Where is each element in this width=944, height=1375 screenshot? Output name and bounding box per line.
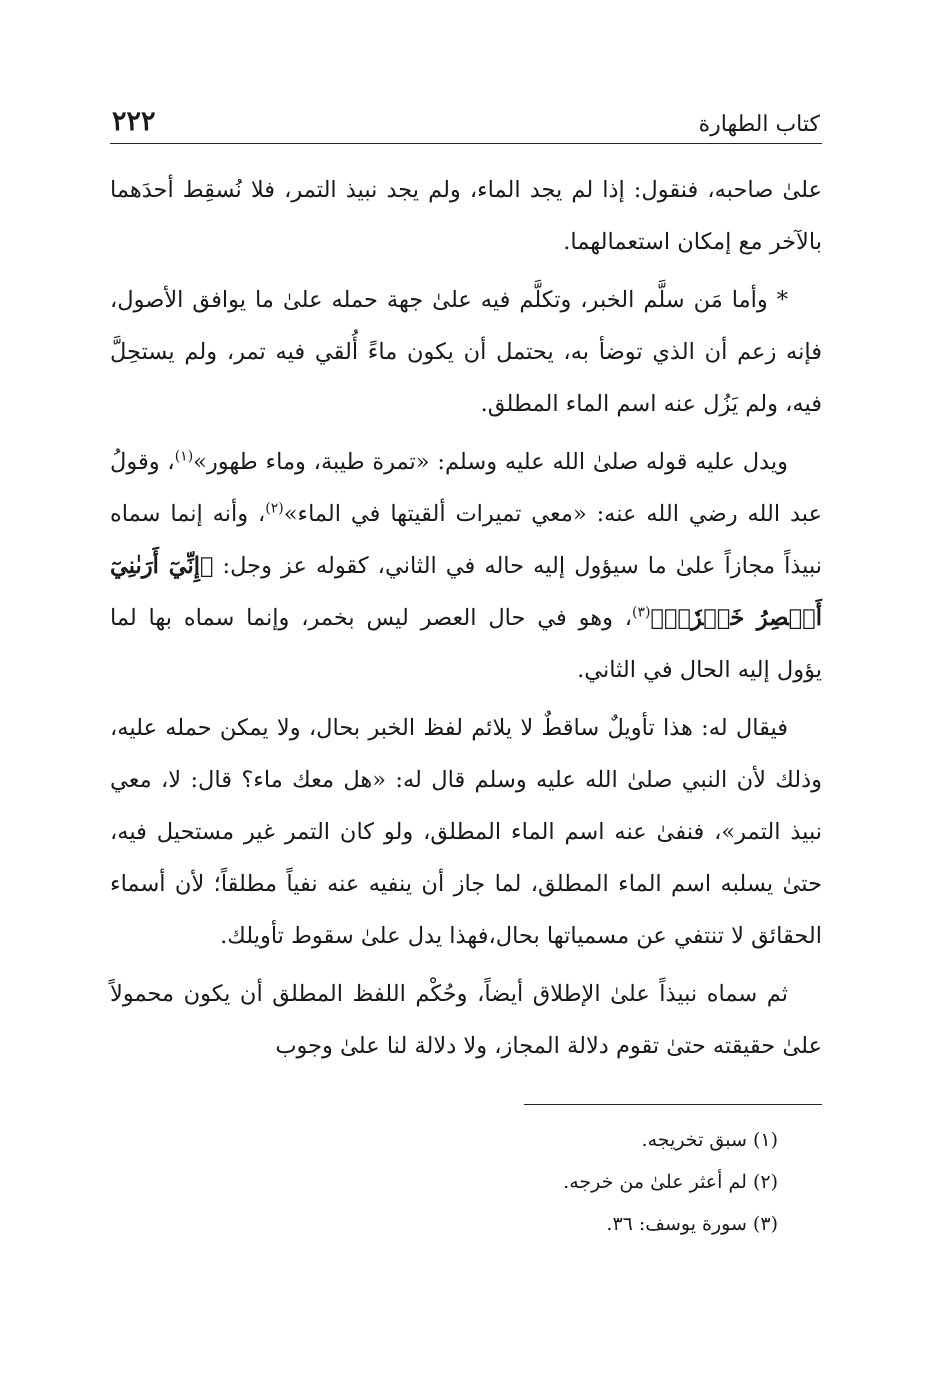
paragraph: ثم سماه نبيذاً علىٰ الإطلاق أيضاً، وحُكْم اللفظ المطلق أن يكون محمولاً علىٰ حقيقته حتىٰ تقوم دلالة المجاز، ولا دلالة لنا علىٰ وجوب xyxy=(110,981,822,1059)
book-page xyxy=(110,95,822,1245)
footnote: (٣) سورة يوسف: ٣٦. xyxy=(606,1213,778,1235)
footnote-ref: (٣) xyxy=(632,604,651,621)
paragraph: فيقال له: هذا تأويلٌ ساقطٌ لا يلائم لفظ الخبر بحال، ولا يمكن حمله عليه، وذلك لأن النبي صلىٰ الله عليه وسلم قال له: «هل معك ماء؟ قال: لا، معي نبيذ التمر»، فنفىٰ عنه اسم الماء المطلق، ولو كان التمر غير مستحيل فيه، حتىٰ يسلبه اسم الماء المطلق، لما جاز أن ينفيه عنه نفياً مطلقاً؛ لأن أسماء الحقائق لا تنتفي عن مسمياتها بحال،فهذا يدل علىٰ سقوط تأويلك. xyxy=(110,715,822,949)
footnote-divider xyxy=(524,1104,822,1105)
paragraph-text: ويدل عليه قوله صلىٰ الله عليه وسلم: «تمرة طيبة، وماء طهور» xyxy=(193,449,788,475)
footnote: (٢) لم أعثر علىٰ من خرجه. xyxy=(563,1171,778,1193)
footnote-ref: (٢) xyxy=(265,500,284,517)
page-header xyxy=(110,95,822,144)
quran-verse: ﴿إِنِّيٓ أَرَىٰنِيٓ أَعۡصِرُ خَمۡرٗاۖ﴾ xyxy=(110,553,822,631)
footnote-ref: (١) xyxy=(174,448,194,465)
main-text xyxy=(110,164,822,1072)
footnote: (١) سبق تخريجه. xyxy=(641,1129,778,1151)
paragraph-text: ، وهو في حال العصر ليس بخمر، وإنما سماه بها لما يؤول إليه الحال في الثاني. xyxy=(110,605,822,683)
paragraph-text: ، وقولُ عبد الله رضي الله عنه: «معي تميرات ألقيتها في الماء» xyxy=(110,449,822,527)
paragraph xyxy=(110,436,822,696)
paragraph-text: ، وأنه إنما سماه نبيذاً مجازاً علىٰ ما سيؤول إليه حاله في الثاني، كقوله عز وجل: xyxy=(110,501,823,579)
running-title: كتاب الطهارة xyxy=(698,112,820,137)
paragraph: علىٰ صاحبه، فنقول: إذا لم يجد الماء، ولم يجد نبيذ التمر، فلا نُسقِط أحدَهما بالآخر مع إمكان استعمالهما. xyxy=(110,177,822,255)
paragraph: * وأما مَن سلَّم الخبر، وتكلَّم فيه علىٰ جهة حمله علىٰ ما يوافق الأصول، فإنه زعم أن الذي توضأ به، يحتمل أن يكون ماءً أُلقي فيه تمر، ولم يستحِلَّ فيه، ولم يَزُل عنه اسم الماء المطلق. xyxy=(110,287,822,417)
footnotes xyxy=(110,1119,822,1245)
page-number: ٢٢٢ xyxy=(112,106,156,137)
